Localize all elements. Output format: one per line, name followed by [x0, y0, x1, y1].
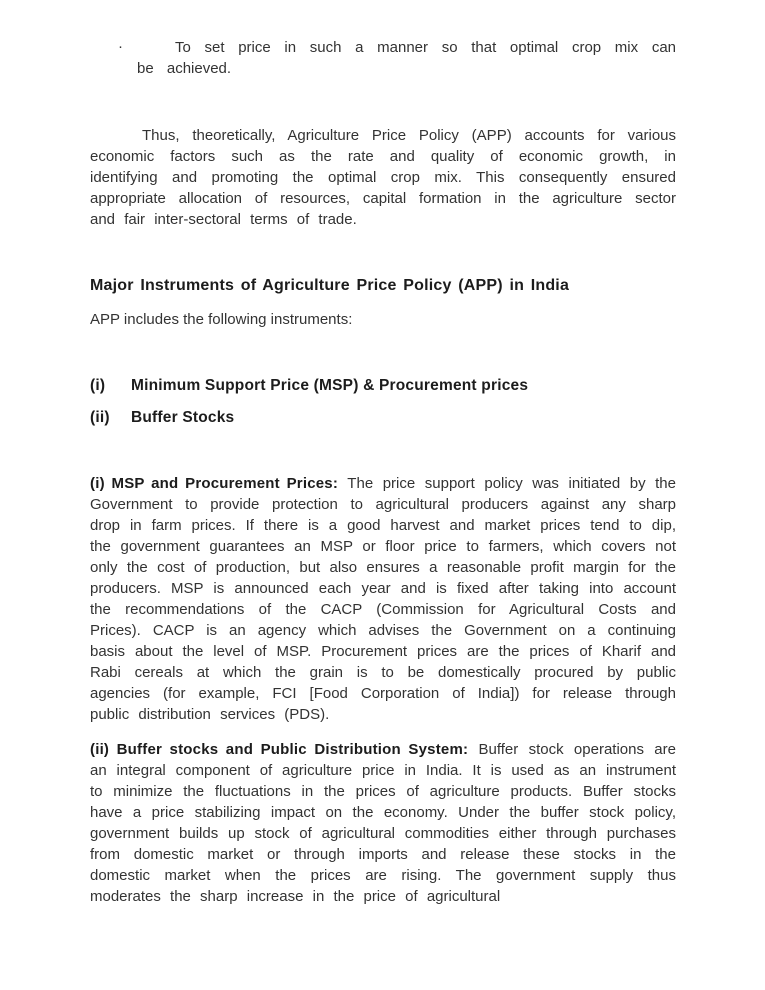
instruments-intro: APP includes the following instruments:: [90, 311, 353, 328]
instrument-marker-i: (i): [90, 377, 106, 394]
bullet-item-text: To set price in such a manner so that optimal crop mix can be achieved.: [137, 39, 676, 77]
buffer-stocks-paragraph-body: Buffer stock operations are an integral component of agriculture price in India. It is used as an instrument to minimize the fluctuations in the prices of agriculture products. Buffer stocks have a price stabilizing impact on the economy. Under the buffer stock policy, government builds up stock of agricultural commodities either through purchases from domestic market or through imports and release these stocks in the domestic market when the prices are rising. The government supply thus moderates the sharp increase in the price of agricultural: [90, 741, 676, 905]
bullet-dot-icon: ·: [118, 38, 123, 55]
instrument-label-msp: Minimum Support Price (MSP) & Procurement prices: [131, 377, 529, 394]
intro-paragraph: Thus, theoretically, Agriculture Price Policy (APP) accounts for various economic factors such as the rate and quality of economic growth, in identifying and promoting the optimal crop mix. This consequently ensured appropriate allocation of resources, capital formation in the agriculture sector and fair inter-sectoral terms of trade.: [90, 127, 676, 228]
msp-procurement-paragraph-body: The price support policy was initiated by the Government to provide protection to agricultural producers against any sharp drop in farm prices. If there is a good harvest and market prices tend to dip, the government guarantees an MSP or floor price to farmers, which covers not only the cost of production, but also ensures a reasonable profit margin for the producers. MSP is announced each year and is fixed after taking into account the recommendations of the CACP (Commission for Agricultural Costs and Prices). CACP is an agency which advises the Government on a continuing basis about the level of MSP. Procurement prices are the prices of Kharif and Rabi cereals at which the grain is to be domestically procured by public agencies (for example, FCI [Food Corporation of India]) for release through public distribution services (PDS).: [90, 475, 676, 723]
instrument-marker-ii: (ii): [90, 409, 110, 426]
buffer-stocks-paragraph-lead: (ii) Buffer stocks and Public Distribution System:: [90, 741, 469, 758]
instrument-item-msp: [90, 375, 676, 396]
instrument-label-buffer-stocks: Buffer Stocks: [131, 409, 235, 426]
msp-procurement-paragraph-lead: (i) MSP and Procurement Prices:: [90, 475, 339, 492]
section-heading: Major Instruments of Agriculture Price Policy (APP) in India: [90, 277, 570, 294]
buffer-stocks-paragraph: [90, 739, 676, 907]
bullet-list-item: [118, 37, 676, 79]
instrument-item-buffer-stocks: [90, 407, 676, 428]
msp-procurement-paragraph: [90, 473, 676, 725]
instrument-list: [90, 375, 676, 428]
